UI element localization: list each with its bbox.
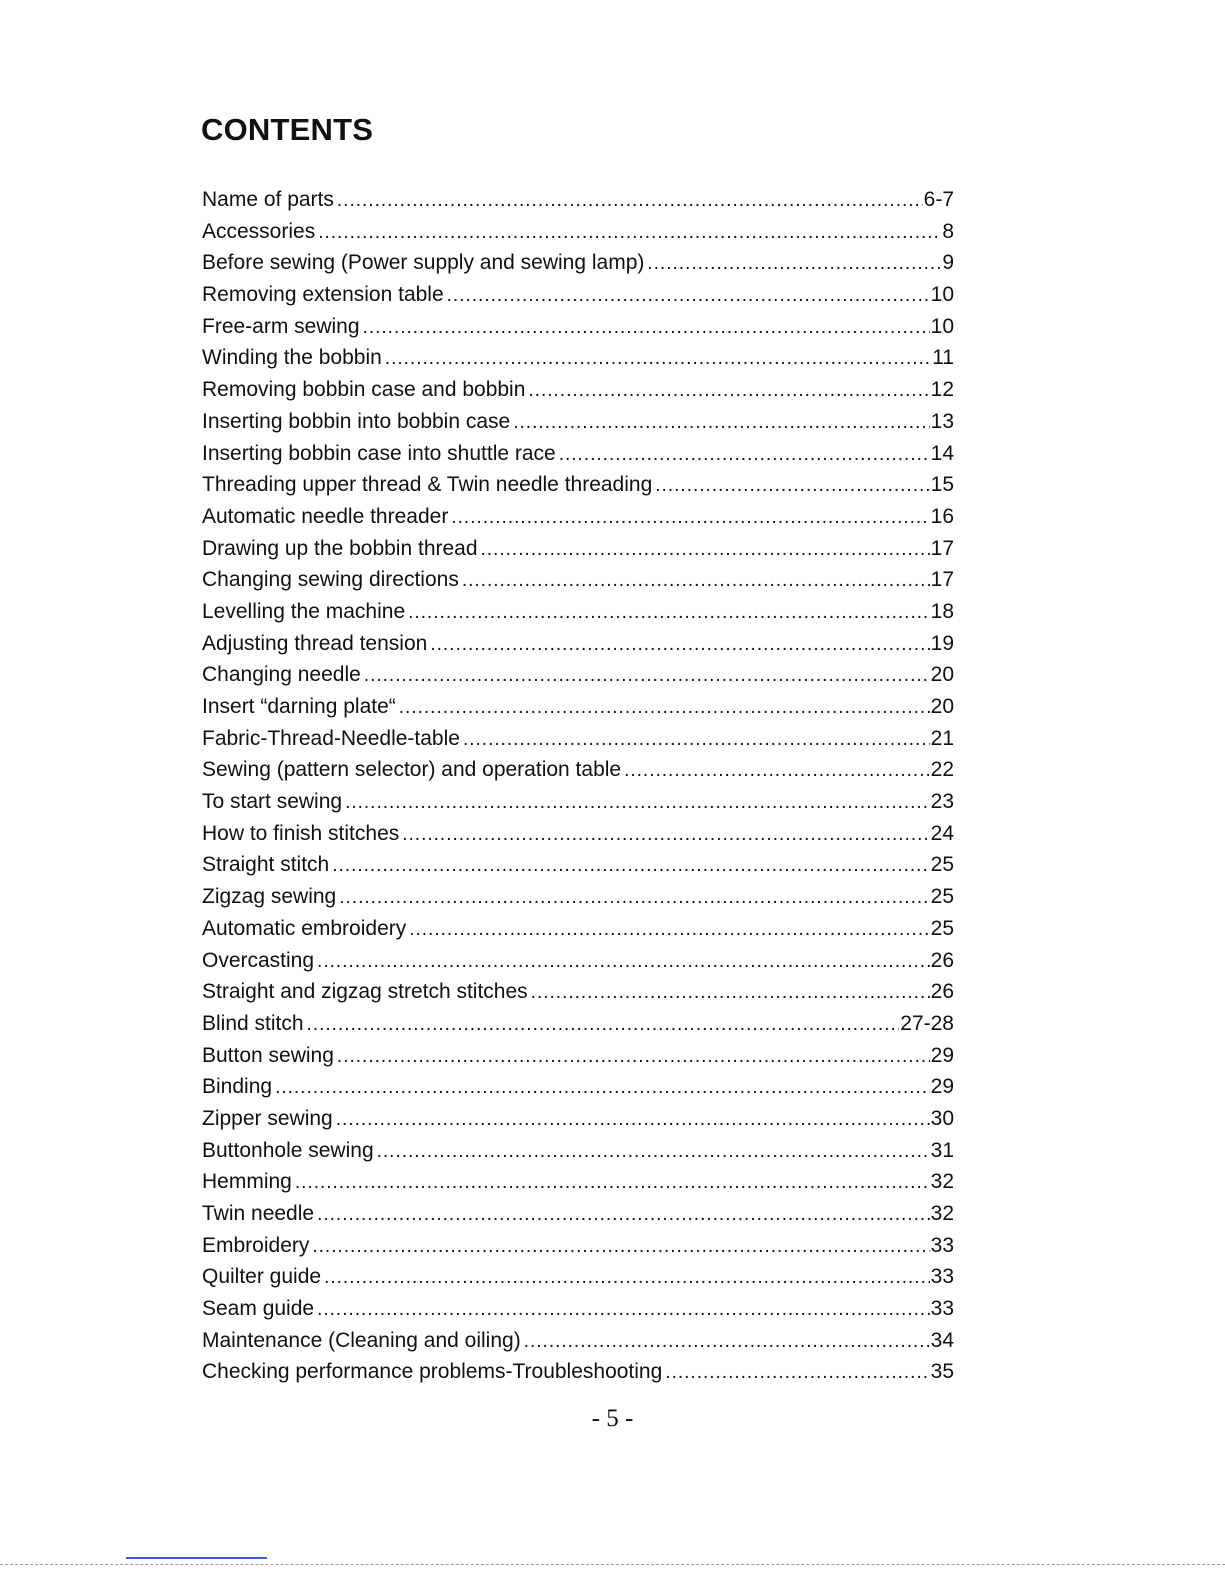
page-title: CONTENTS bbox=[201, 112, 374, 147]
toc-entry-page: 13 bbox=[930, 409, 954, 433]
toc-entry bbox=[202, 596, 954, 628]
toc-entry bbox=[202, 469, 954, 501]
toc-entry bbox=[202, 438, 954, 470]
toc-entry bbox=[202, 247, 954, 279]
toc-entry bbox=[202, 406, 954, 438]
toc-entry bbox=[202, 754, 954, 786]
dot-leader bbox=[377, 1136, 930, 1167]
dot-leader bbox=[463, 724, 930, 755]
toc-entry-page: 25 bbox=[930, 916, 954, 940]
dot-leader bbox=[312, 1231, 929, 1262]
toc-entry bbox=[202, 501, 954, 533]
page-bottom-divider bbox=[0, 1564, 1225, 1565]
toc-entry-label: Button sewing bbox=[202, 1043, 334, 1067]
toc-entry bbox=[202, 913, 954, 945]
toc-entry-label: Fabric-Thread-Needle-table bbox=[202, 726, 460, 750]
toc-entry-label: Binding bbox=[202, 1075, 273, 1099]
toc-entry-page: 15 bbox=[930, 473, 954, 497]
dot-leader bbox=[324, 1262, 930, 1293]
toc-entry bbox=[202, 628, 954, 660]
toc-entry-page: 16 bbox=[930, 504, 954, 528]
toc-entry bbox=[202, 1071, 954, 1103]
toc-entry-page: 29 bbox=[930, 1075, 954, 1099]
toc-entry bbox=[202, 1008, 954, 1040]
dot-leader bbox=[402, 819, 929, 850]
toc-entry-label: Insert “darning plate“ bbox=[202, 695, 396, 718]
toc-entry bbox=[202, 723, 954, 755]
page-number: - 5 - bbox=[591, 1405, 634, 1432]
toc-entry-page: 23 bbox=[930, 790, 954, 814]
dot-leader bbox=[559, 439, 930, 470]
dot-leader bbox=[337, 1041, 930, 1072]
toc-entry bbox=[202, 311, 954, 343]
dot-leader bbox=[332, 850, 929, 881]
toc-entry-label: Name of parts bbox=[202, 188, 334, 211]
dot-leader bbox=[462, 565, 930, 596]
toc-entry-label: Before sewing (Power supply and sewing lamp) bbox=[202, 251, 645, 275]
dot-leader bbox=[295, 1167, 930, 1198]
toc-entry-label: Hemming bbox=[202, 1170, 292, 1194]
toc-entry bbox=[202, 659, 954, 691]
toc-entry bbox=[202, 564, 954, 596]
toc-entry-label: Straight and zigzag stretch stitches bbox=[202, 980, 528, 1004]
dot-leader bbox=[408, 597, 930, 628]
toc-entry-label: Straight stitch bbox=[202, 853, 330, 877]
toc-entry-label: Sewing (pattern selector) and operation table bbox=[202, 758, 622, 782]
dot-leader bbox=[307, 1009, 900, 1040]
toc-entry bbox=[202, 849, 954, 881]
toc-entry-page: 10 bbox=[930, 314, 954, 338]
toc-entry-page: 32 bbox=[930, 1202, 954, 1225]
toc-entry-page: 33 bbox=[930, 1233, 954, 1257]
toc-entry-page: 30 bbox=[930, 1106, 954, 1130]
dot-leader bbox=[447, 280, 930, 311]
toc-entry bbox=[202, 1230, 954, 1262]
toc-entry bbox=[202, 818, 954, 850]
toc-entry-label: Adjusting thread tension bbox=[202, 631, 428, 655]
dot-leader bbox=[524, 1326, 930, 1357]
dot-leader bbox=[430, 629, 929, 660]
toc-entry-page: 26 bbox=[930, 948, 954, 972]
toc-entry-page: 8 bbox=[942, 219, 954, 243]
toc-entry-page: 9 bbox=[942, 251, 954, 275]
toc-entry-page: 6-7 bbox=[923, 188, 954, 211]
dot-leader bbox=[624, 755, 930, 786]
toc-entry-label: Automatic needle threader bbox=[202, 504, 449, 528]
toc-entry-label: Embroidery bbox=[202, 1233, 310, 1257]
dot-leader bbox=[399, 692, 930, 723]
toc-entry-label: Automatic embroidery bbox=[202, 916, 407, 940]
toc-entry bbox=[202, 533, 954, 565]
dot-leader bbox=[318, 217, 941, 248]
toc-entry-page: 17 bbox=[930, 536, 954, 560]
dot-leader bbox=[528, 375, 929, 406]
dot-leader bbox=[336, 1104, 930, 1135]
toc-entry-label: Threading upper thread & Twin needle threading bbox=[202, 473, 653, 497]
dot-leader bbox=[317, 1199, 930, 1230]
dot-leader bbox=[337, 185, 923, 216]
dot-leader bbox=[655, 470, 929, 501]
toc-entry-page: 27-28 bbox=[900, 1011, 954, 1035]
toc-entry-label: Removing extension table bbox=[202, 283, 444, 307]
dot-leader bbox=[345, 787, 930, 818]
toc-entry-page: 34 bbox=[930, 1328, 954, 1352]
toc-entry-label: Blind stitch bbox=[202, 1011, 304, 1035]
toc-entry-label: Winding the bobbin bbox=[202, 346, 382, 370]
toc-entry-label: Zipper sewing bbox=[202, 1106, 333, 1130]
dot-leader bbox=[665, 1357, 929, 1388]
toc-entry-page: 25 bbox=[930, 853, 954, 877]
toc-entry-label: Overcasting bbox=[202, 948, 315, 972]
dot-leader bbox=[513, 407, 929, 438]
toc-entry-page: 14 bbox=[930, 441, 954, 465]
toc-entry bbox=[202, 1040, 954, 1072]
toc-entry-label: Checking performance problems-Troubleshooting bbox=[202, 1360, 663, 1384]
dot-leader bbox=[363, 312, 930, 343]
toc-entry-label: Inserting bobbin case into shuttle race bbox=[202, 441, 556, 465]
toc-entry-page: 24 bbox=[930, 821, 954, 845]
dot-leader bbox=[385, 343, 931, 374]
toc-entry bbox=[202, 1103, 954, 1135]
toc-entry-page: 22 bbox=[930, 758, 954, 782]
toc-entry-page: 33 bbox=[930, 1297, 954, 1321]
toc-entry-label: Changing sewing directions bbox=[202, 568, 459, 592]
toc-entry-label: Maintenance (Cleaning and oiling) bbox=[202, 1328, 521, 1352]
toc-entry-page: 31 bbox=[930, 1138, 954, 1162]
dot-leader bbox=[317, 946, 930, 977]
toc-entry bbox=[202, 1198, 954, 1230]
toc-entry-page: 10 bbox=[930, 283, 954, 307]
toc-entry-page: 32 bbox=[930, 1170, 954, 1194]
dot-leader bbox=[531, 977, 930, 1008]
toc-entry-page: 21 bbox=[930, 726, 954, 750]
toc-entry-label: Inserting bobbin into bobbin case bbox=[202, 409, 511, 433]
dot-leader bbox=[481, 534, 930, 565]
toc-entry-label: Levelling the machine bbox=[202, 599, 406, 623]
toc-entry bbox=[202, 691, 954, 723]
toc-entry-page: 11 bbox=[932, 346, 954, 370]
toc-entry bbox=[202, 881, 954, 913]
toc-entry-page: 20 bbox=[930, 663, 954, 687]
toc-entry-label: Changing needle bbox=[202, 663, 361, 687]
toc-entry bbox=[202, 1293, 954, 1325]
toc-entry-page: 17 bbox=[930, 568, 954, 592]
toc-entry-page: 29 bbox=[930, 1043, 954, 1067]
toc-entry bbox=[202, 1325, 954, 1357]
toc-entry-label: Buttonhole sewing bbox=[202, 1138, 374, 1162]
toc-entry bbox=[202, 976, 954, 1008]
toc-entry bbox=[202, 1261, 954, 1293]
dot-leader bbox=[364, 660, 930, 691]
toc-entry bbox=[202, 374, 954, 406]
toc-entry-label: Quilter guide bbox=[202, 1265, 322, 1289]
dot-leader bbox=[275, 1072, 930, 1103]
table-of-contents bbox=[202, 184, 954, 1388]
toc-entry-page: 12 bbox=[930, 378, 954, 402]
dot-leader bbox=[409, 914, 929, 945]
toc-entry-page: 25 bbox=[930, 885, 954, 909]
toc-entry bbox=[202, 1356, 954, 1388]
toc-entry bbox=[202, 342, 954, 374]
toc-entry-page: 26 bbox=[930, 980, 954, 1004]
dot-leader bbox=[317, 1294, 930, 1325]
dot-leader bbox=[647, 248, 941, 279]
toc-entry bbox=[202, 945, 954, 977]
toc-entry-label: How to finish stitches bbox=[202, 821, 400, 845]
toc-entry-label: Zigzag sewing bbox=[202, 885, 337, 909]
bottom-link-underline bbox=[126, 1557, 267, 1559]
toc-entry-label: To start sewing bbox=[202, 790, 343, 814]
toc-entry-page: 33 bbox=[930, 1265, 954, 1289]
toc-entry-page: 35 bbox=[930, 1360, 954, 1384]
toc-entry-page: 18 bbox=[930, 599, 954, 623]
toc-entry bbox=[202, 1166, 954, 1198]
toc-entry bbox=[202, 279, 954, 311]
toc-entry-label: Drawing up the bobbin thread bbox=[202, 536, 478, 560]
toc-entry bbox=[202, 1135, 954, 1167]
toc-entry-page: 20 bbox=[930, 695, 954, 718]
dot-leader bbox=[339, 882, 929, 913]
toc-entry-label: Free-arm sewing bbox=[202, 314, 360, 338]
toc-entry-label: Accessories bbox=[202, 219, 316, 243]
toc-entry bbox=[202, 184, 954, 216]
toc-entry-label: Twin needle bbox=[202, 1202, 315, 1225]
toc-entry-label: Seam guide bbox=[202, 1297, 315, 1321]
dot-leader bbox=[451, 502, 929, 533]
toc-entry-page: 19 bbox=[930, 631, 954, 655]
toc-entry bbox=[202, 216, 954, 248]
toc-entry bbox=[202, 786, 954, 818]
toc-entry-label: Removing bobbin case and bobbin bbox=[202, 378, 526, 402]
